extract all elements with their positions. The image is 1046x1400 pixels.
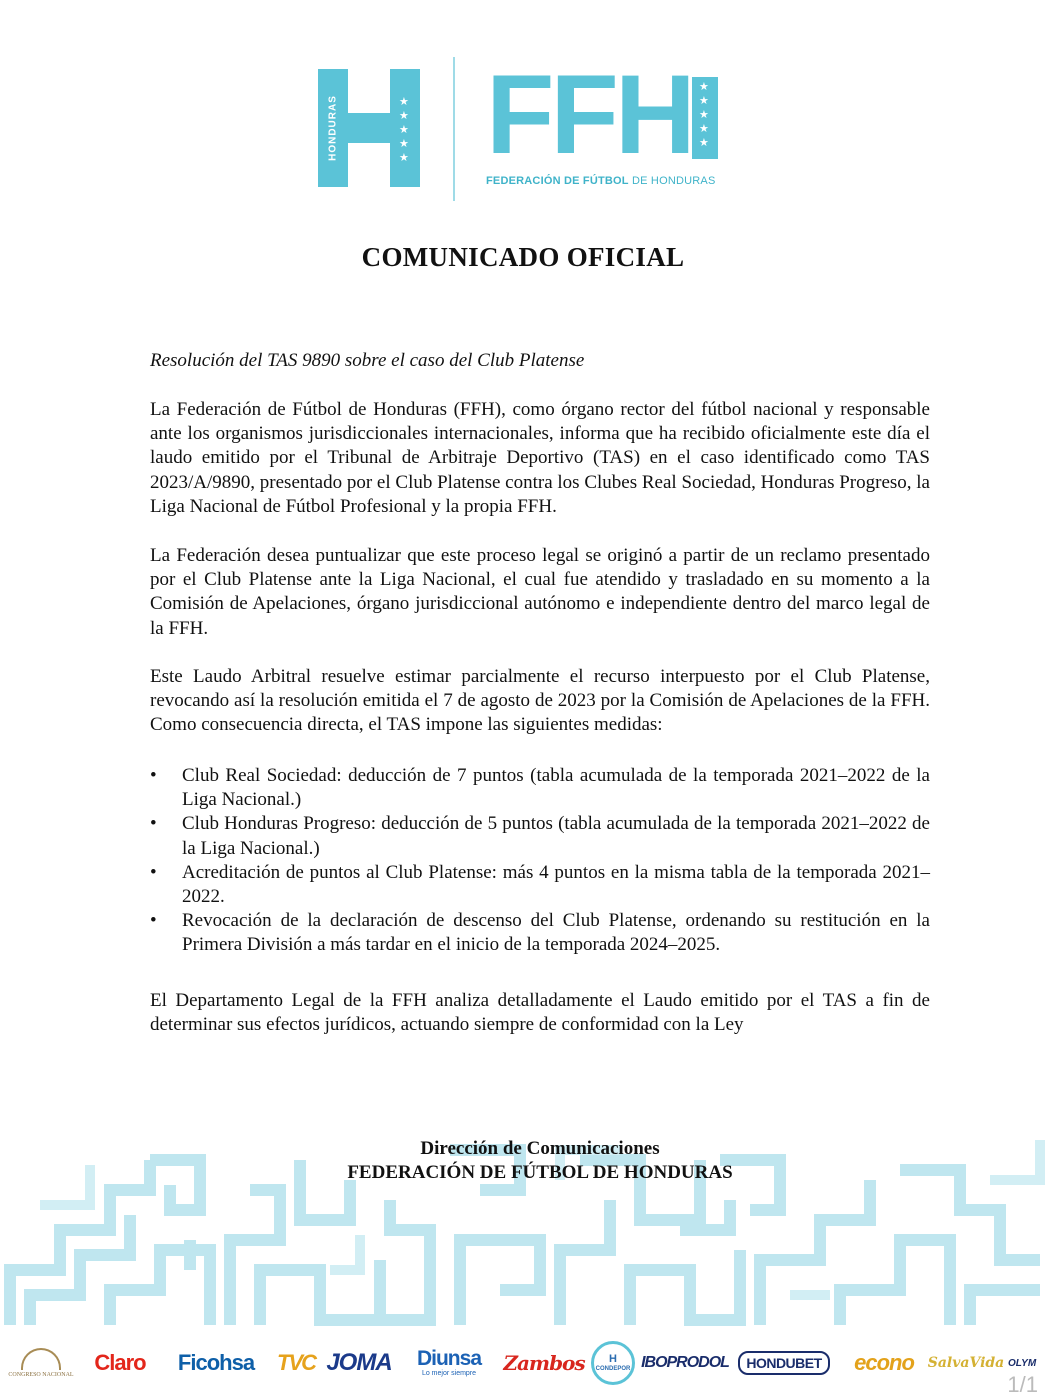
federation-name — [486, 175, 716, 187]
sponsor-diunsa-logo: Diunsa Lo mejor siempre — [416, 1347, 481, 1377]
honduras-label: HONDURAS — [327, 95, 339, 161]
signature-organization: FEDERACIÓN DE FÚTBOL DE HONDURAS — [347, 1162, 733, 1183]
star-icons: ★ ★ ★ ★ ★ — [699, 81, 709, 149]
signature-department: Dirección de Comunicaciones — [420, 1138, 660, 1159]
federation-name-rest: DE HONDURAS — [632, 175, 716, 187]
ffh-wordmark — [486, 52, 692, 177]
paragraph-3: Este Laudo Arbitral resuelve estimar parcialmente el recurso interpuesto por el Club Platense, revocando así la resolución emitida el 7 de agosto de 2023 por la Comisión de Apelaciones de la FFH. Como consecuencia directa, el TAS impone las siguientes medidas: — [150, 666, 930, 736]
sponsor-zambos-logo: Zambos — [503, 1351, 585, 1375]
sponsor-ficohsa-logo: Ficohsa — [177, 1350, 255, 1375]
measures-list — [150, 764, 930, 958]
ffh-star-column — [692, 77, 718, 159]
signature-block — [0, 1137, 1046, 1185]
sponsor-hondubet-logo: HONDUBET — [734, 1338, 834, 1388]
list-item: • Acreditación de puntos al Club Platense: más 4 puntos en la misma tabla de la temporada 2021–2022. — [150, 861, 930, 909]
sponsor-bar — [0, 1338, 1046, 1388]
list-item: • Revocación de la declaración de descenso del Club Platense, ordenando su restitución en la Primera División a más tardar en el inicio de la temporada 2024–2025. — [150, 909, 930, 957]
list-item: • Club Real Sociedad: deducción de 7 puntos (tabla acumulada de la temporada 2021–2022 de la Liga Nacional.) — [150, 764, 930, 812]
sponsor-tvc-logo: TVC — [277, 1350, 315, 1375]
dome-icon — [21, 1348, 61, 1370]
paragraph-1: La Federación de Fútbol de Honduras (FFH), como órgano rector del fútbol nacional y responsable ante los organismos jurisdiccionales internacionales, informa que ha recibido oficialmente este día el laudo emitido por el Tribunal de Arbitraje Deportivo (TAS) en el caso identificado como TAS 2023/A/9890, presentado por el Club Platense contra los Clubes Real Sociedad, Honduras Progreso, la Liga Nacional de Fútbol Profesional y la propia FFH. — [150, 399, 930, 517]
honduras-h-emblem — [318, 69, 420, 187]
sponsor-salvavida-logo: SalvaVida — [927, 1355, 1005, 1371]
sponsor-econo-logo: econo — [854, 1350, 914, 1375]
subtitle: Resolución del TAS 9890 sobre el caso del Club Platense — [150, 350, 585, 371]
ffh-letters: FFH — [486, 52, 692, 177]
page-title: COMUNICADO OFICIAL — [361, 242, 685, 272]
page-number: 1/1 — [1007, 1372, 1038, 1397]
sponsor-congreso-logo: CONGRESO NACIONAL — [12, 1338, 70, 1388]
sponsor-joma-logo: JOMA — [326, 1349, 392, 1376]
sponsor-iboprodol-logo: IBOPRODOL — [641, 1354, 729, 1371]
ffh-logo — [310, 52, 730, 205]
sponsor-claro-logo: Claro — [94, 1350, 146, 1375]
list-item: • Club Honduras Progreso: deducción de 5 puntos (tabla acumulada de la temporada 2021–2022 de la Liga Nacional.) — [150, 812, 930, 860]
sponsor-olympia-logo: OLYM — [1008, 1357, 1037, 1369]
logo-divider — [453, 57, 455, 201]
paragraph-2: La Federación desea puntualizar que este proceso legal se originó a partir de un reclamo presentado por el Club Platense ante la Liga Nacional, el cual fue atendido y trasladado en su momento a la Comisión de Apelaciones, órgano jurisdiccional autónomo e independiente dentro del marco legal de la FFH. — [150, 545, 930, 639]
star-icons: ★ ★ ★ ★ ★ — [399, 96, 409, 164]
paragraph-4: El Departamento Legal de la FFH analiza detalladamente el Laudo emitido por el TAS a fin de determinar sus efectos jurídicos, actuando siempre de conformidad con la Ley — [150, 990, 930, 1036]
sponsor-condepor-logo: H CONDEPOR — [590, 1338, 636, 1388]
federation-name-bold: FEDERACIÓN DE FÚTBOL — [486, 175, 629, 187]
